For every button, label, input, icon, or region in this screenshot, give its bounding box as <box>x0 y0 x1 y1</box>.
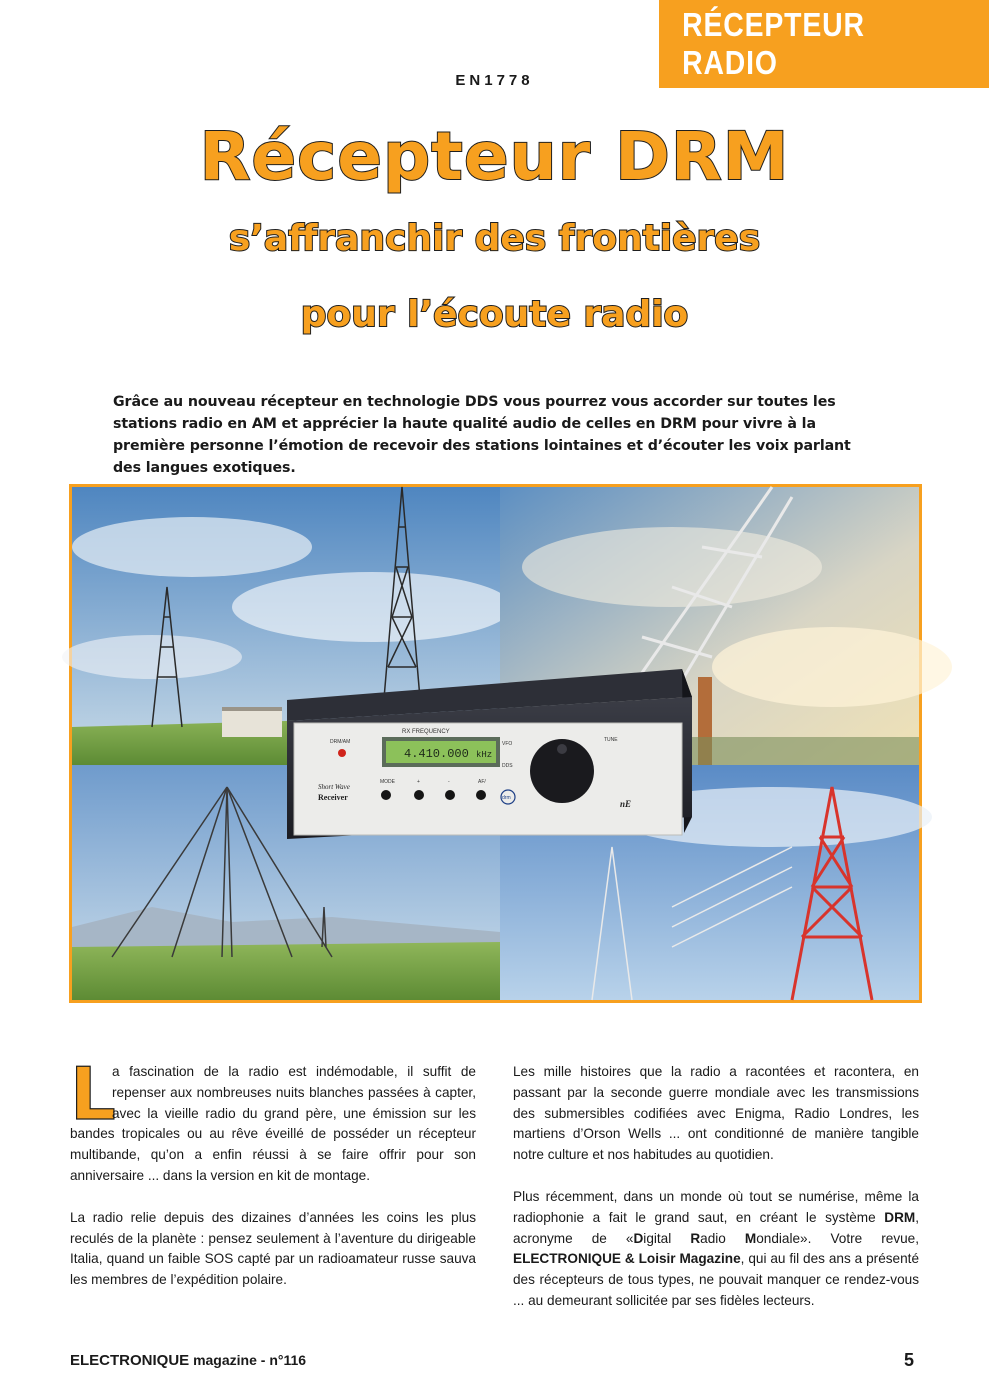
brand-logo: nE <box>620 799 632 809</box>
svg-text:kHz: kHz <box>476 750 493 760</box>
page-number: 5 <box>904 1350 915 1370</box>
intro-paragraph: Grâce au nouveau récepteur en technologie DDS vous pourrez vous accorder sur toutes les stations radio en AM et apprécier la haute qualité audio de celles en DRM pour vivre à la première personne l’émotion de recevoir des stations lointaines et d’écouter les voix parlant des langues exotiques. <box>113 394 851 476</box>
svg-text:-: - <box>448 779 450 785</box>
power-led-icon <box>338 749 346 757</box>
paragraph: L a fascination de la radio est indémodable, il suffit de repenser aux nombreuses nuits blanches passées à capter, avec la vieille radio du grand père, une émission sur les bandes tropicales ou au rêve éveillé de posséder un récepteur multibande, qu’on a enfin réussi à se faire offrir pour son anniversaire ... dans la version en kit de montage. <box>70 1052 476 1183</box>
svg-text:VFO: VFO <box>502 741 513 747</box>
section-title: RÉCEPTEUR RADIO <box>682 6 865 81</box>
svg-text:DDS: DDS <box>502 763 513 769</box>
hero-photo <box>69 484 922 1003</box>
plus-button-icon <box>414 790 424 800</box>
dropcap-letter <box>70 1052 116 1136</box>
article-subtitle-1: s’affranchir des frontières <box>228 218 761 259</box>
column-right <box>513 1062 919 1333</box>
mode-button-icon <box>381 790 391 800</box>
paragraph: Plus récemment, dans un monde où tout se numérise, même la radiophonie a fait le grand saut, en créant le système DRM, acronyme de «Digital Radio Mondiale». Votre revue, ELECTRONIQUE & Loisir Magazine, qui au fil des ans a présenté des récepteurs de tous types, ne pouvait manquer ce rendez-vous ... au demeurant sollicitée par ses fidèles lecteurs. <box>513 1188 920 1308</box>
af-button-icon <box>476 790 486 800</box>
article-code: EN1778 <box>455 72 534 89</box>
svg-text:AF/: AF/ <box>478 779 486 785</box>
article-title: Récepteur DRM <box>199 118 790 195</box>
frequency-readout: 4.410.000 <box>404 747 469 761</box>
minus-button-icon <box>445 790 455 800</box>
paragraph: La radio relie depuis des dizaines d’années les coins les plus reculés de la planète : pensez seulement à l’aventure du dirigeable Italia, quand un faible SOS capté par un radioamateur russe sauva les membres de l’expédition polaire. <box>70 1209 476 1288</box>
svg-text:L: L <box>70 1052 116 1136</box>
paragraph: Les mille histoires que la radio a racontées et racontera, en passant par la seconde guerre mondiale avec les transmissions des submersibles codifiées avec Enigma, Radio Londres, les martiens d’Orson Wells ... ont conditionné de manière tangible notre culture et nos habitudes au quotidien. <box>513 1064 919 1163</box>
svg-text:RX FREQUENCY: RX FREQUENCY <box>402 729 450 735</box>
svg-text:+: + <box>417 779 420 785</box>
svg-text:TUNE: TUNE <box>604 737 618 743</box>
column-left <box>70 1052 476 1312</box>
svg-text:drm: drm <box>502 795 511 801</box>
article-subtitle-2: pour l’écoute radio <box>300 294 689 335</box>
svg-text:DRM/AM: DRM/AM <box>330 739 351 745</box>
svg-text:Short Wave: Short Wave <box>318 783 350 791</box>
svg-text:Receiver: Receiver <box>318 793 348 802</box>
svg-text:MODE: MODE <box>380 779 395 785</box>
footer-magazine: ELECTRONIQUE magazine - n°116 <box>70 1352 307 1369</box>
